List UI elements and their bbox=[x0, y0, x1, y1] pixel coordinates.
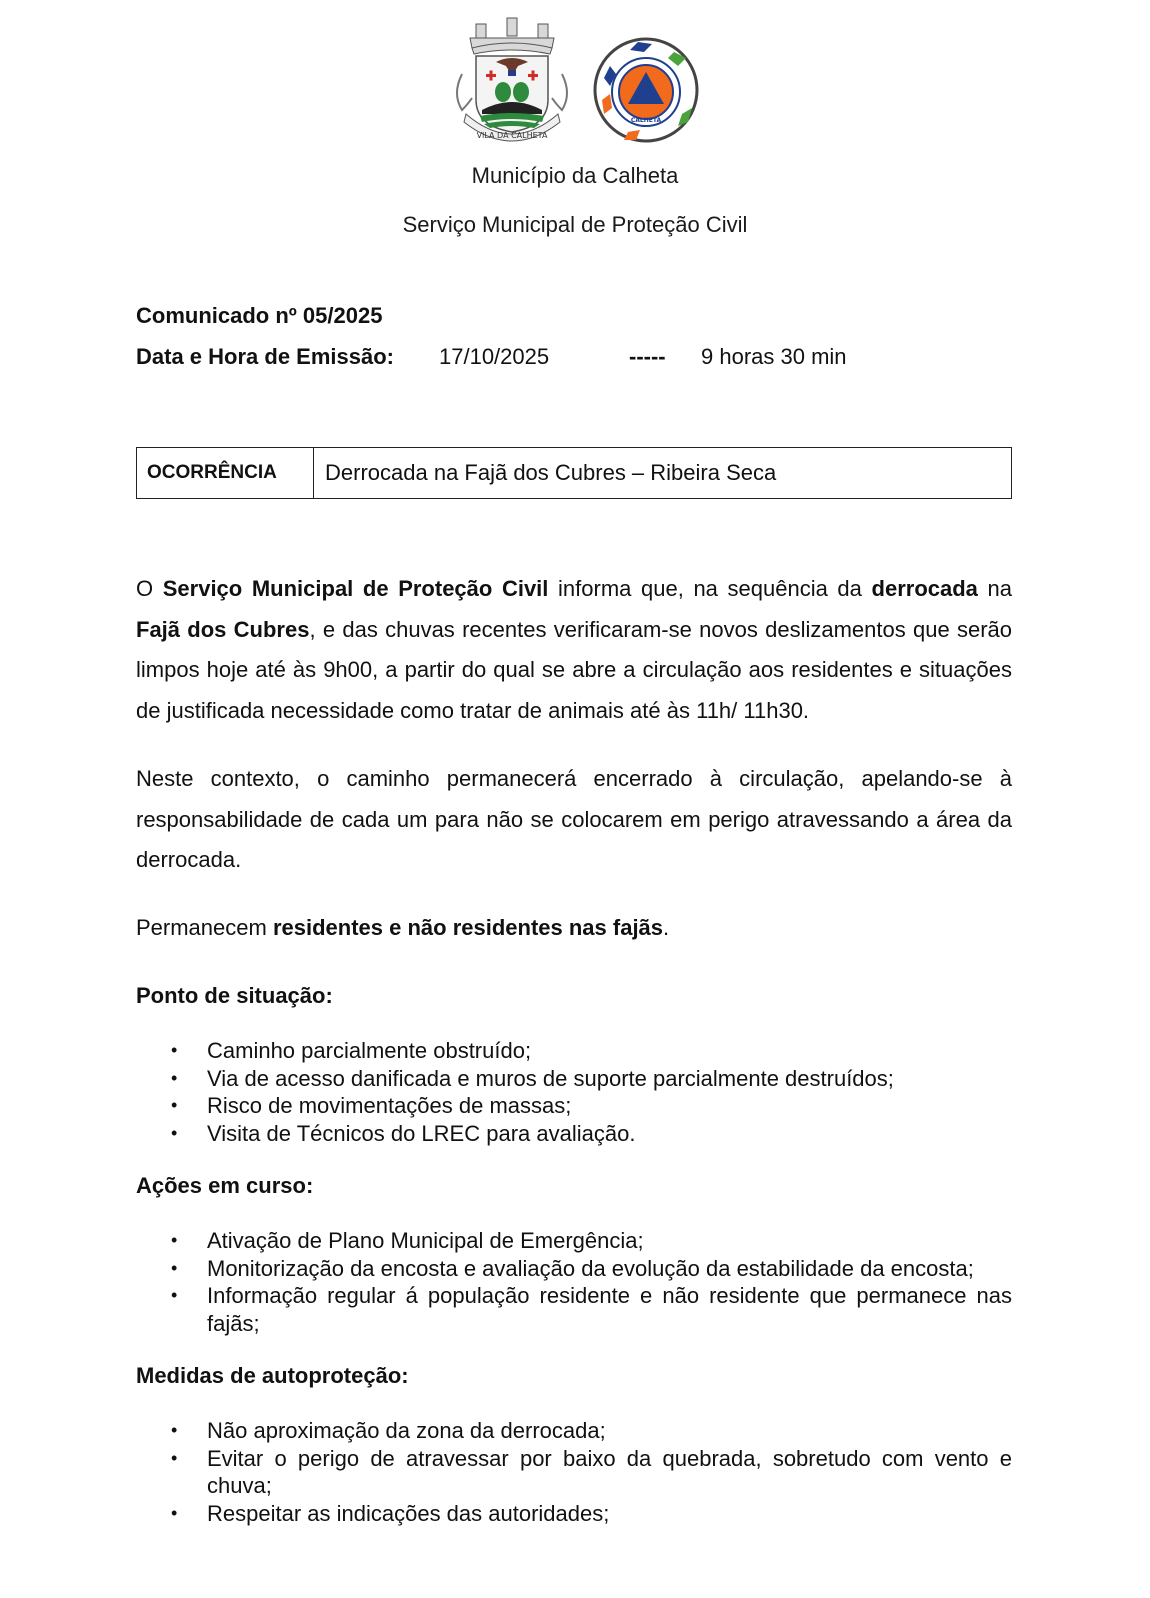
list-item-text: Ativação de Plano Municipal de Emergência; bbox=[207, 1228, 644, 1253]
list-item-text: Não aproximação da zona da derrocada; bbox=[207, 1418, 606, 1443]
bullet-icon: • bbox=[171, 1095, 178, 1115]
list-item bbox=[136, 1092, 1012, 1120]
list-item bbox=[136, 1445, 1012, 1500]
crest-motto: VILA DA CALHETA bbox=[476, 131, 548, 140]
emission-separator: ----- bbox=[629, 344, 666, 369]
section-title-self-protection: Medidas de autoproteção: bbox=[136, 1363, 409, 1388]
occurrence-table bbox=[136, 447, 1012, 499]
list-item-text: Monitorização da encosta e avaliação da evolução da estabilidade da encosta; bbox=[207, 1255, 974, 1281]
bullet-icon: • bbox=[171, 1230, 178, 1250]
self-protection-list bbox=[136, 1417, 1012, 1527]
list-item-text: Risco de movimentações de massas; bbox=[207, 1093, 572, 1118]
section-title-situation: Ponto de situação: bbox=[136, 983, 333, 1008]
bold-run: derrocada bbox=[871, 576, 978, 601]
municipality-name: Município da Calheta bbox=[471, 163, 679, 188]
paragraph-residents bbox=[136, 908, 1012, 949]
header-logos bbox=[448, 14, 704, 144]
service-name: Serviço Municipal de Proteção Civil bbox=[402, 212, 748, 237]
list-item-text: Evitar o perigo de atravessar por baixo da quebrada, sobretudo com vento e chuva; bbox=[207, 1445, 1012, 1498]
bullet-icon: • bbox=[171, 1285, 178, 1305]
communique-title: Comunicado nº 05/2025 bbox=[136, 303, 383, 328]
list-item bbox=[136, 1065, 1012, 1093]
emission-label: Data e Hora de Emissão: bbox=[136, 344, 394, 369]
bullet-icon: • bbox=[171, 1420, 178, 1440]
text-run: , e das chuvas recentes verificaram-se novos deslizamentos que serão limpos hoje até às 9h00, a partir do qual se abre a circulação aos residentes e situações de justificada necessidade como tratar de animais até às 11h/ 11h30. bbox=[136, 616, 1012, 723]
civil-protection-emblem-icon bbox=[592, 36, 700, 144]
bold-run: Serviço Municipal de Proteção Civil bbox=[162, 576, 549, 601]
text-run: na bbox=[977, 576, 1013, 601]
paragraph-context: Neste contexto, o caminho permanecerá encerrado à circulação, apelando-se à responsabilidade de cada um para não se colocarem em perigo atravessando a área da derrocada. bbox=[136, 766, 1012, 872]
actions-list bbox=[136, 1227, 1012, 1337]
list-item-text: Respeitar as indicações das autoridades; bbox=[207, 1500, 610, 1526]
text-run: informa que, na sequência da bbox=[548, 576, 872, 601]
list-item bbox=[136, 1120, 1012, 1148]
emission-time: 9 horas 30 min bbox=[701, 344, 847, 369]
occurrence-value: Derrocada na Fajã dos Cubres – Ribeira Seca bbox=[325, 460, 777, 485]
bullet-icon: • bbox=[171, 1447, 178, 1468]
list-item bbox=[136, 1255, 1012, 1283]
emission-line bbox=[136, 344, 847, 370]
text-run: Permanecem bbox=[136, 915, 273, 940]
bullet-icon: • bbox=[171, 1122, 178, 1143]
coat-of-arms-icon bbox=[448, 14, 576, 142]
bullet-icon: • bbox=[171, 1040, 178, 1060]
text-run: O bbox=[136, 576, 163, 601]
list-item-text: Visita de Técnicos do LREC para avaliação. bbox=[207, 1120, 636, 1146]
bullet-icon: • bbox=[171, 1257, 178, 1278]
list-item bbox=[136, 1417, 1012, 1445]
paragraph-intro bbox=[136, 569, 1012, 731]
bullet-icon: • bbox=[171, 1067, 178, 1088]
list-item bbox=[136, 1500, 1012, 1528]
text-run: . bbox=[663, 915, 670, 940]
emission-date: 17/10/2025 bbox=[439, 344, 550, 369]
list-item-text: Caminho parcialmente obstruído; bbox=[207, 1038, 532, 1063]
list-item-text: Informação regular á população residente e não residente que permanece nas fajãs; bbox=[207, 1283, 1012, 1336]
situation-list bbox=[136, 1037, 1012, 1147]
section-title-actions: Ações em curso: bbox=[136, 1173, 314, 1198]
occurrence-label: OCORRÊNCIA bbox=[137, 448, 314, 498]
emblem-bottom-text: CALHETA bbox=[630, 117, 662, 124]
list-item bbox=[136, 1227, 1012, 1255]
bold-run: Fajã dos Cubres bbox=[136, 616, 310, 642]
list-item bbox=[136, 1037, 1012, 1065]
list-item-text: Via de acesso danificada e muros de suporte parcialmente destruídos; bbox=[207, 1065, 894, 1091]
list-item bbox=[136, 1282, 1012, 1337]
bullet-icon: • bbox=[171, 1502, 178, 1523]
bold-run: residentes e não residentes nas fajãs bbox=[272, 915, 664, 940]
